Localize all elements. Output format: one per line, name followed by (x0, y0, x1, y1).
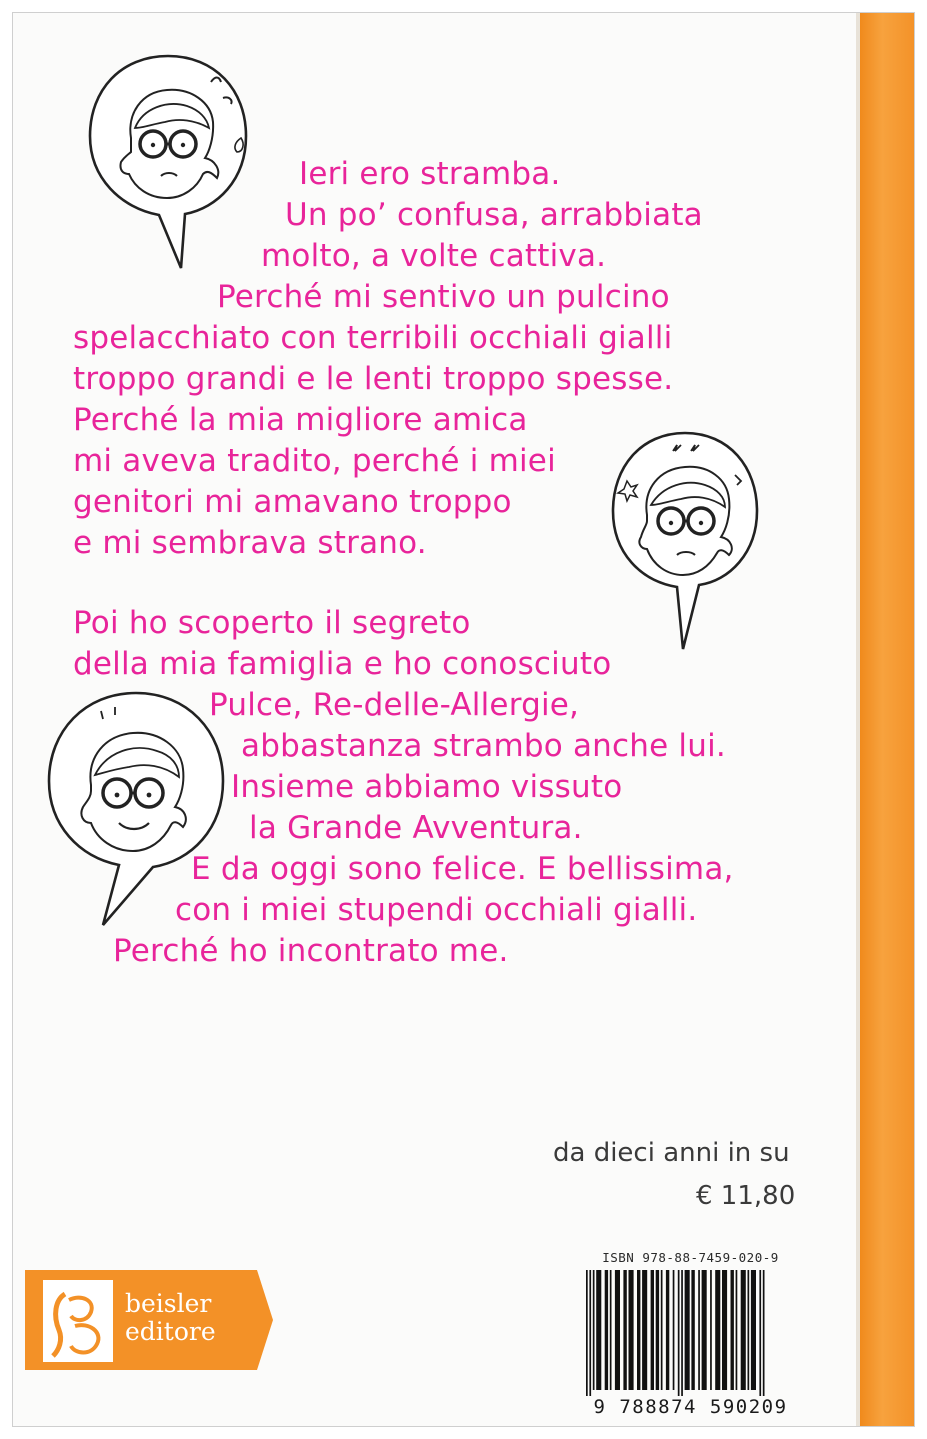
angry-girl-face-icon (605, 425, 765, 655)
worried-girl-face-icon (83, 48, 253, 278)
barcode-bar (596, 1270, 601, 1390)
blurb-line: la Grande Avventura. (249, 810, 583, 846)
barcode-bar (731, 1270, 734, 1390)
barcode-bar (673, 1270, 675, 1390)
barcode-bar (666, 1270, 669, 1390)
blurb-line: Pulce, Re-delle-Allergie, (209, 687, 580, 723)
publisher-badge (25, 1270, 275, 1370)
blurb-line: Poi ho scoperto il segreto (73, 605, 471, 641)
barcode-bar (593, 1270, 595, 1390)
barcode-block (578, 1250, 803, 1420)
blurb-line: mi aveva tradito, perché i miei (73, 443, 556, 479)
blurb-line: e mi sembrava strano. (73, 525, 427, 561)
barcode-bar (586, 1270, 588, 1402)
blurb-line: Un po’ confusa, arrabbiata (285, 197, 703, 233)
barcode-bar (702, 1270, 707, 1390)
blurb-line: troppo grandi e le lenti troppo spesse. (73, 361, 674, 397)
blurb-line: abbastanza strambo anche lui. (241, 728, 726, 764)
age-range-label: da dieci anni in su (553, 1138, 790, 1168)
price-label: € 11,80 (696, 1181, 796, 1211)
blurb-line: Perché ho incontrato me. (113, 933, 509, 969)
blurb-line: con i miei stupendi occhiali gialli. (175, 892, 698, 928)
barcode-bar (615, 1270, 620, 1390)
publisher-name-line1: beisler (125, 1289, 212, 1318)
barcode-bar (637, 1270, 640, 1390)
barcode-bar (741, 1270, 746, 1390)
blurb-line: genitori mi amavano troppo (73, 484, 512, 520)
blurb-line: Insieme abbiamo vissuto (231, 769, 623, 805)
book-back-cover (12, 12, 915, 1427)
book-spine (860, 13, 915, 1426)
barcode-bar (589, 1270, 591, 1402)
blurb-line: Perché mi sentivo un pulcino (217, 279, 670, 315)
blurb-line: molto, a volte cattiva. (261, 238, 607, 274)
barcode-bar (698, 1270, 700, 1390)
blurb-line: della mia famiglia e ho conosciuto (73, 646, 612, 682)
barcode-bar (681, 1270, 683, 1402)
barcode-bar (722, 1270, 727, 1390)
barcode-bar (691, 1270, 694, 1390)
blurb-line: E da oggi sono felice. E bellissima, (191, 851, 734, 887)
barcode-bar (651, 1270, 654, 1390)
publisher-name-line2: editore (125, 1317, 216, 1346)
barcode-bar (623, 1270, 626, 1390)
barcode-bar (763, 1270, 765, 1402)
blurb-line: spelacchiato con terribili occhiali gialli (73, 320, 673, 356)
ean-barcode (578, 1270, 803, 1410)
barcode-bar (661, 1270, 663, 1390)
barcode-bar (642, 1270, 647, 1390)
barcode-bar (710, 1270, 712, 1390)
isbn-label: ISBN 978-88-7459-020-9 (602, 1250, 779, 1265)
barcode-bar (656, 1270, 659, 1390)
barcode-bar (736, 1270, 738, 1390)
barcode-bar (605, 1270, 608, 1390)
ean-digits: 9 788874 590209 (578, 1396, 803, 1418)
barcode-bar (751, 1270, 756, 1390)
barcode-bar (715, 1270, 720, 1390)
barcode-bar (748, 1270, 750, 1390)
barcode-bar (629, 1270, 634, 1390)
barcode-bar (678, 1270, 680, 1402)
barcode-bar (759, 1270, 761, 1402)
barcode-bar (685, 1270, 690, 1390)
blurb-line: Ieri ero stramba. (299, 156, 561, 192)
barcode-bar (610, 1270, 612, 1390)
blurb-line: Perché la mia migliore amica (73, 402, 528, 438)
